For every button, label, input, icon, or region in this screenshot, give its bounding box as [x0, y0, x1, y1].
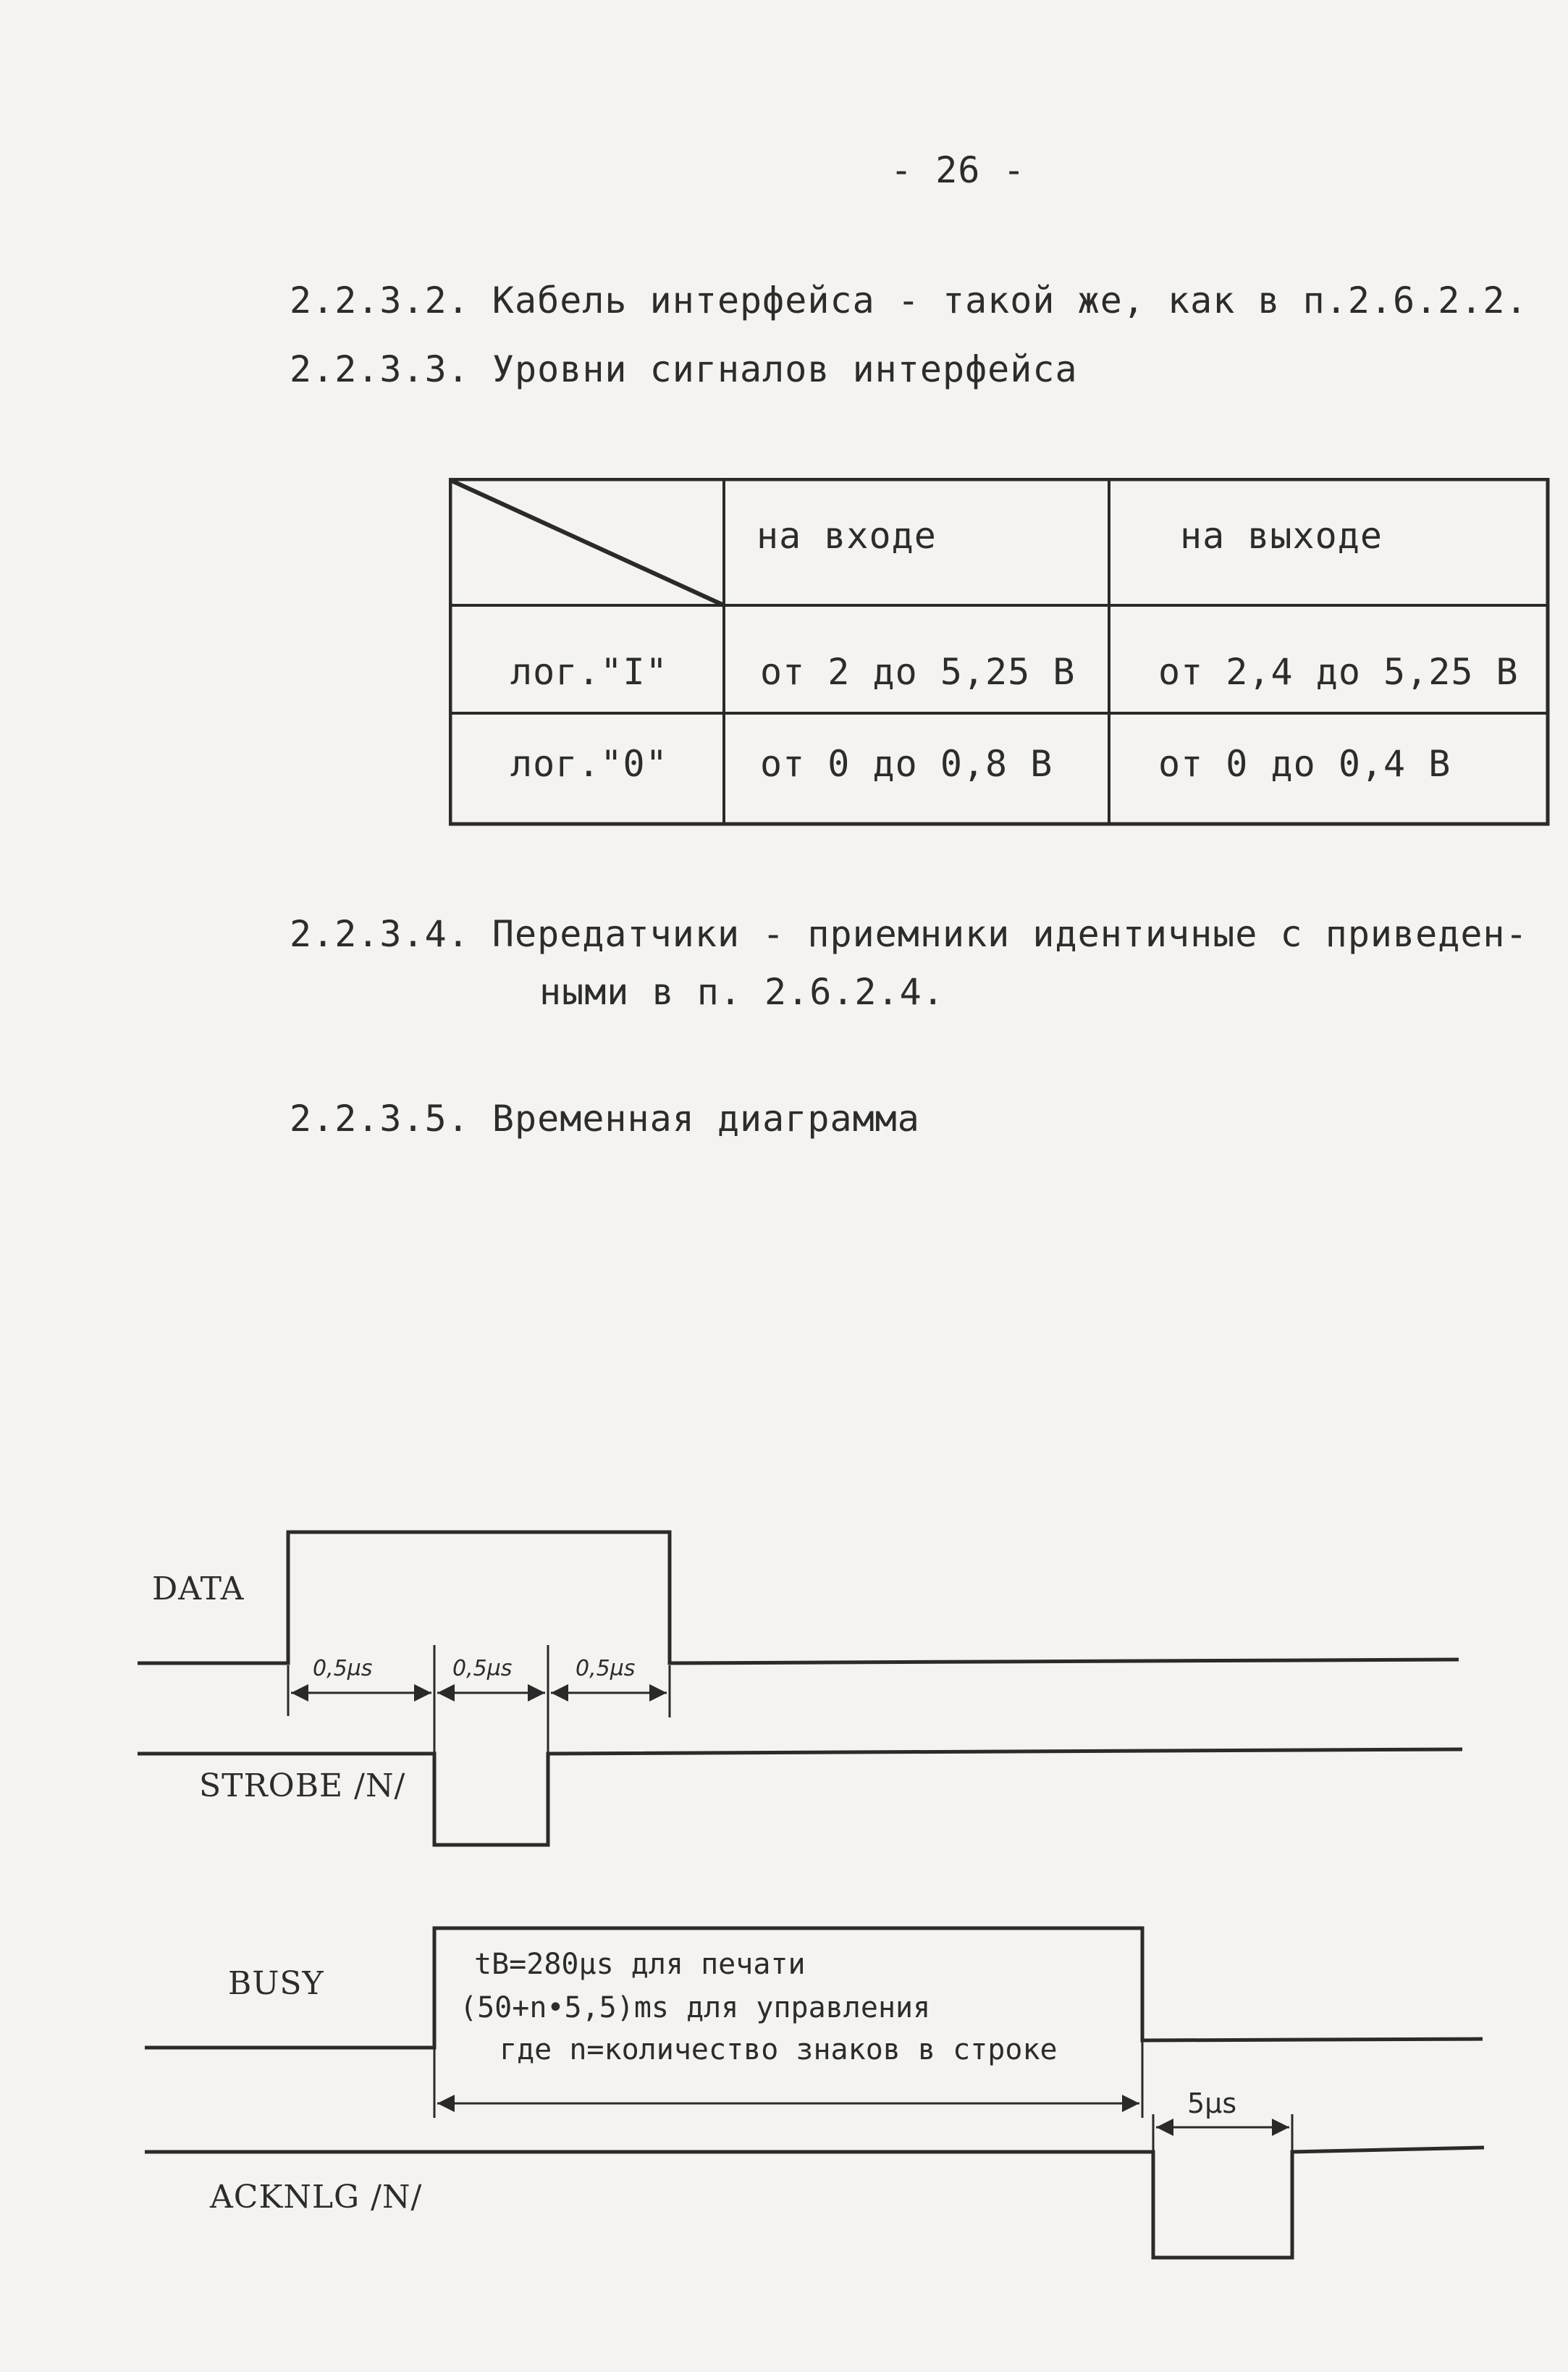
interval-label-2: 0,5µs	[452, 1656, 513, 1681]
row-logic-1-input: от 2 до 5,25 В	[760, 651, 1076, 693]
ack-delay-label: 5µs	[1187, 2087, 1237, 2119]
section-2-2-3-3: 2.2.3.3. Уровни сигналов интерфейса	[290, 348, 1078, 390]
header-input: на входе	[756, 515, 937, 557]
row-logic-0-label: лог."0"	[510, 743, 668, 785]
row-logic-0-input: от 0 до 0,8 В	[760, 743, 1053, 785]
interval-label-1: 0,5µs	[313, 1656, 373, 1681]
timing-diagram	[0, 1484, 1568, 2281]
section-2-2-3-4-line2: ными в п. 2.6.2.4.	[539, 971, 945, 1013]
signal-label-busy: BUSY	[228, 1965, 324, 2002]
row-logic-1-output: от 2,4 до 5,25 В	[1158, 651, 1519, 693]
section-2-2-3-4-line1: 2.2.3.4. Передатчики - приемники идентичные с приведен-	[290, 913, 1528, 955]
section-2-2-3-2: 2.2.3.2. Кабель интерфейса - такой же, как в п.2.6.2.2.	[290, 279, 1528, 321]
busy-note-line1: tB=280µs для печати	[474, 1948, 806, 1981]
data-waveform	[138, 1532, 1459, 1663]
signal-levels-table	[449, 478, 1564, 829]
signal-label-acknlg: ACKNLG /N/	[210, 2179, 423, 2216]
busy-note-line2: (50+n•5,5)ms для управления	[460, 1991, 931, 2024]
signal-label-strobe: STROBE /N/	[199, 1767, 406, 1804]
row-logic-1-label: лог."I"	[510, 651, 668, 693]
section-2-2-3-5: 2.2.3.5. Временная диаграмма	[290, 1098, 920, 1140]
page-number: - 26 -	[890, 149, 1026, 191]
busy-waveform	[145, 1928, 1483, 2048]
busy-note-line3: где n=количество знаков в строке	[500, 2033, 1058, 2066]
header-output: на выходе	[1180, 515, 1383, 557]
row-logic-0-output: от 0 до 0,4 В	[1158, 743, 1451, 785]
interval-label-3: 0,5µs	[576, 1656, 636, 1681]
signal-label-data: DATA	[152, 1570, 245, 1607]
diagonal-header-line	[452, 481, 724, 605]
